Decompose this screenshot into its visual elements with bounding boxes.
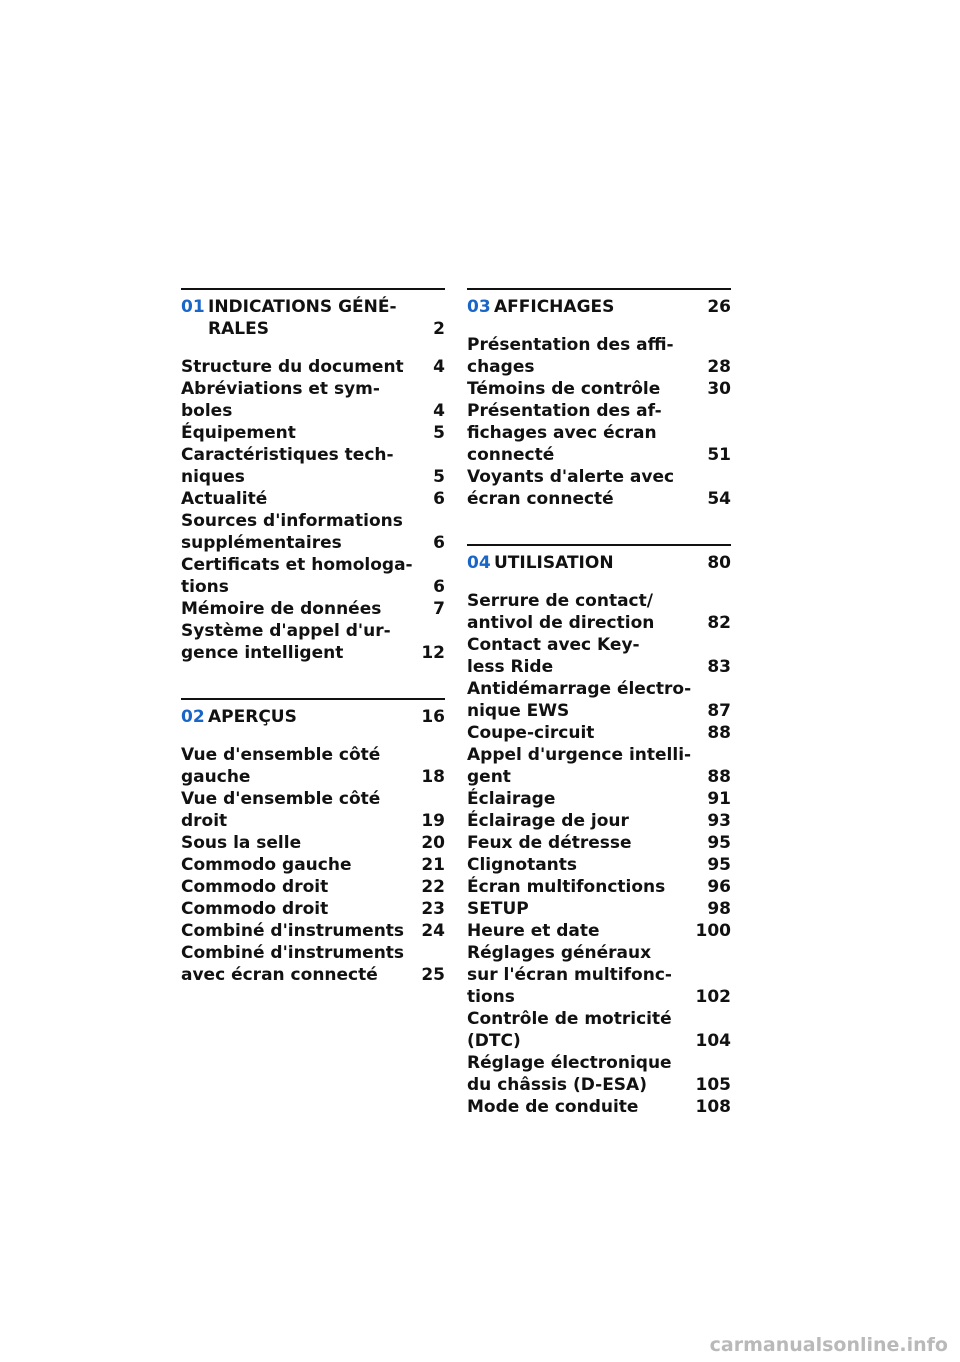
toc-entries: [181, 356, 445, 664]
toc-entry-title: Contrôle de motricité (DTC): [467, 1009, 672, 1051]
toc-entry-page: 83: [707, 657, 731, 677]
toc-section-04: [467, 544, 731, 1118]
toc-entry-title: Combiné d'instruments avec écran connecté: [181, 943, 405, 985]
toc-entry[interactable]: [467, 634, 731, 678]
toc-entry-title: Certificats et homologa- tions: [181, 555, 413, 597]
section-title: INDICATIONS GÉNÉ- RALES: [208, 297, 397, 339]
toc-entry-page: 5: [433, 467, 445, 487]
section-page: 2: [433, 319, 445, 339]
toc-entry-title: Structure du document: [181, 357, 404, 377]
toc-entry-page: 104: [695, 1031, 731, 1051]
toc-entry-page: 93: [707, 811, 731, 831]
toc-entry[interactable]: [181, 422, 445, 444]
toc-entry[interactable]: [181, 444, 445, 488]
toc-entries: [467, 334, 731, 510]
toc-entry-page: 4: [433, 357, 445, 377]
toc-entry[interactable]: [467, 1008, 731, 1052]
toc-column-left: [181, 288, 445, 986]
toc-entry-title: Appel d'urgence intelli- gent: [467, 745, 692, 787]
toc-entry-page: 23: [421, 899, 445, 919]
toc-entry[interactable]: [467, 788, 731, 810]
toc-entry-page: 54: [707, 489, 731, 509]
toc-entry-page: 102: [695, 987, 731, 1007]
toc-entry-page: 6: [433, 577, 445, 597]
toc-entry-title: Heure et date: [467, 921, 600, 941]
toc-entry[interactable]: [181, 832, 445, 854]
toc-entry-title: Voyants d'alerte avec écran connecté: [467, 467, 675, 509]
toc-entry[interactable]: [181, 510, 445, 554]
toc-entry[interactable]: [181, 876, 445, 898]
section-page: 80: [707, 553, 731, 573]
section-page: 26: [707, 297, 731, 317]
toc-entry[interactable]: [181, 788, 445, 832]
toc-entry-page: 105: [695, 1075, 731, 1095]
toc-entry-title: Écran multifonctions: [467, 877, 666, 897]
toc-entry-page: 6: [433, 533, 445, 553]
toc-entry-page: 18: [421, 767, 445, 787]
toc-entry-title: SETUP: [467, 899, 529, 919]
toc-entry-page: 108: [695, 1097, 731, 1117]
section-number: 04: [467, 553, 491, 573]
toc-entry[interactable]: [467, 590, 731, 634]
toc-entry[interactable]: [467, 1052, 731, 1096]
section-number: 01: [181, 297, 205, 317]
toc-entry-page: 12: [421, 643, 445, 663]
toc-entry[interactable]: [181, 356, 445, 378]
section-page: 16: [421, 707, 445, 727]
toc-entry[interactable]: [181, 378, 445, 422]
toc-entry-title: Vue d'ensemble côté gauche: [181, 745, 381, 787]
toc-entry-page: 4: [433, 401, 445, 421]
section-heading[interactable]: [181, 290, 445, 340]
toc-entries: [181, 744, 445, 986]
toc-entry[interactable]: [181, 920, 445, 942]
toc-column-right: [467, 288, 731, 1118]
toc-entry-title: Présentation des af- fichages avec écran connecté: [467, 401, 662, 465]
toc-entry[interactable]: [467, 744, 731, 788]
toc-entry-page: 88: [707, 723, 731, 743]
section-title: AFFICHAGES: [494, 297, 615, 317]
toc-entry[interactable]: [181, 854, 445, 876]
toc-entry[interactable]: [467, 898, 731, 920]
section-number: 02: [181, 707, 205, 727]
toc-entry[interactable]: [467, 722, 731, 744]
section-title: APERÇUS: [208, 707, 297, 727]
toc-entry[interactable]: [467, 920, 731, 942]
toc-entry-title: Commodo droit: [181, 899, 329, 919]
toc-entry-title: Serrure de contact/ antivol de direction: [467, 591, 655, 633]
toc-entry-page: 21: [421, 855, 445, 875]
toc-entry-title: Contact avec Key- less Ride: [467, 635, 640, 677]
toc-entry-title: Commodo gauche: [181, 855, 352, 875]
toc-section-02: [181, 698, 445, 986]
toc-entry-title: Vue d'ensemble côté droit: [181, 789, 381, 831]
toc-entry-title: Éclairage de jour: [467, 811, 629, 831]
toc-entry-page: 100: [695, 921, 731, 941]
section-heading[interactable]: [467, 546, 731, 574]
toc-entry-page: 22: [421, 877, 445, 897]
toc-entry-page: 7: [433, 599, 445, 619]
toc-entry-page: 28: [707, 357, 731, 377]
toc-entry[interactable]: [181, 898, 445, 920]
section-heading[interactable]: [467, 290, 731, 318]
toc-entry-page: 96: [707, 877, 731, 897]
toc-entry-page: 91: [707, 789, 731, 809]
toc-entry-page: 25: [421, 965, 445, 985]
toc-entry-page: 30: [707, 379, 731, 399]
toc-entry[interactable]: [467, 942, 731, 1008]
toc-entry-page: 20: [421, 833, 445, 853]
toc-entry-title: Système d'appel d'ur- gence intelligent: [181, 621, 391, 663]
toc-entry[interactable]: [467, 466, 731, 510]
section-title: UTILISATION: [494, 553, 614, 573]
toc-entry-page: 82: [707, 613, 731, 633]
toc-entry-title: Présentation des affi- chages: [467, 335, 674, 377]
toc-entry-title: Commodo droit: [181, 877, 329, 897]
toc-section-01: [181, 288, 445, 664]
toc-entry-title: Coupe-circuit: [467, 723, 595, 743]
toc-entry[interactable]: [181, 942, 445, 986]
toc-entry-page: 5: [433, 423, 445, 443]
toc-entry[interactable]: [467, 832, 731, 854]
toc-entry-page: 95: [707, 833, 731, 853]
toc-entry[interactable]: [467, 678, 731, 722]
toc-entry-page: 88: [707, 767, 731, 787]
toc-entry-title: Réglages généraux sur l'écran multifonc- tions: [467, 943, 672, 1007]
toc-entry-title: Actualité: [181, 489, 268, 509]
toc-entry-title: Témoins de contrôle: [467, 379, 661, 399]
toc-entry-page: 51: [707, 445, 731, 465]
toc-entry-title: Réglage électronique du châssis (D-ESA): [467, 1053, 672, 1095]
toc-entry-page: 98: [707, 899, 731, 919]
toc-entry-title: Abréviations et sym- boles: [181, 379, 380, 421]
toc-entry-title: Équipement: [181, 423, 296, 443]
toc-entry[interactable]: [181, 598, 445, 620]
toc-entry-title: Mode de conduite: [467, 1097, 639, 1117]
toc-entry-title: Mémoire de données: [181, 599, 382, 619]
section-heading[interactable]: [181, 700, 445, 728]
toc-entry[interactable]: [467, 378, 731, 400]
toc-entry-title: Caractéristiques tech- niques: [181, 445, 394, 487]
toc-entry-page: 6: [433, 489, 445, 509]
toc-entry-title: Antidémarrage électro- nique EWS: [467, 679, 692, 721]
toc-entry[interactable]: [181, 744, 445, 788]
toc-entry-title: Clignotants: [467, 855, 578, 875]
toc-entry[interactable]: [181, 620, 445, 664]
toc-entry-page: 19: [421, 811, 445, 831]
toc-entries: [467, 590, 731, 1118]
toc-section-03: [467, 288, 731, 510]
toc-entry[interactable]: [467, 1096, 731, 1118]
section-number: 03: [467, 297, 491, 317]
toc-entry[interactable]: [467, 876, 731, 898]
toc-entry-title: Sous la selle: [181, 833, 302, 853]
toc-entry-page: 95: [707, 855, 731, 875]
toc-entry-page: 24: [421, 921, 445, 941]
toc-entry[interactable]: [181, 554, 445, 598]
toc-entry[interactable]: [467, 334, 731, 378]
toc-entry-page: 87: [707, 701, 731, 721]
toc-entry[interactable]: [467, 810, 731, 832]
toc-entry[interactable]: [467, 854, 731, 876]
toc-entry-title: Éclairage: [467, 789, 556, 809]
toc-entry-title: Combiné d'instruments: [181, 921, 405, 941]
toc-entry-title: Feux de détresse: [467, 833, 632, 853]
toc-entry-title: Sources d'informations supplémentaires: [181, 511, 403, 553]
toc-entry[interactable]: [467, 400, 731, 466]
toc-entry[interactable]: [181, 488, 445, 510]
watermark: carmanualsonline.info: [709, 1334, 948, 1356]
